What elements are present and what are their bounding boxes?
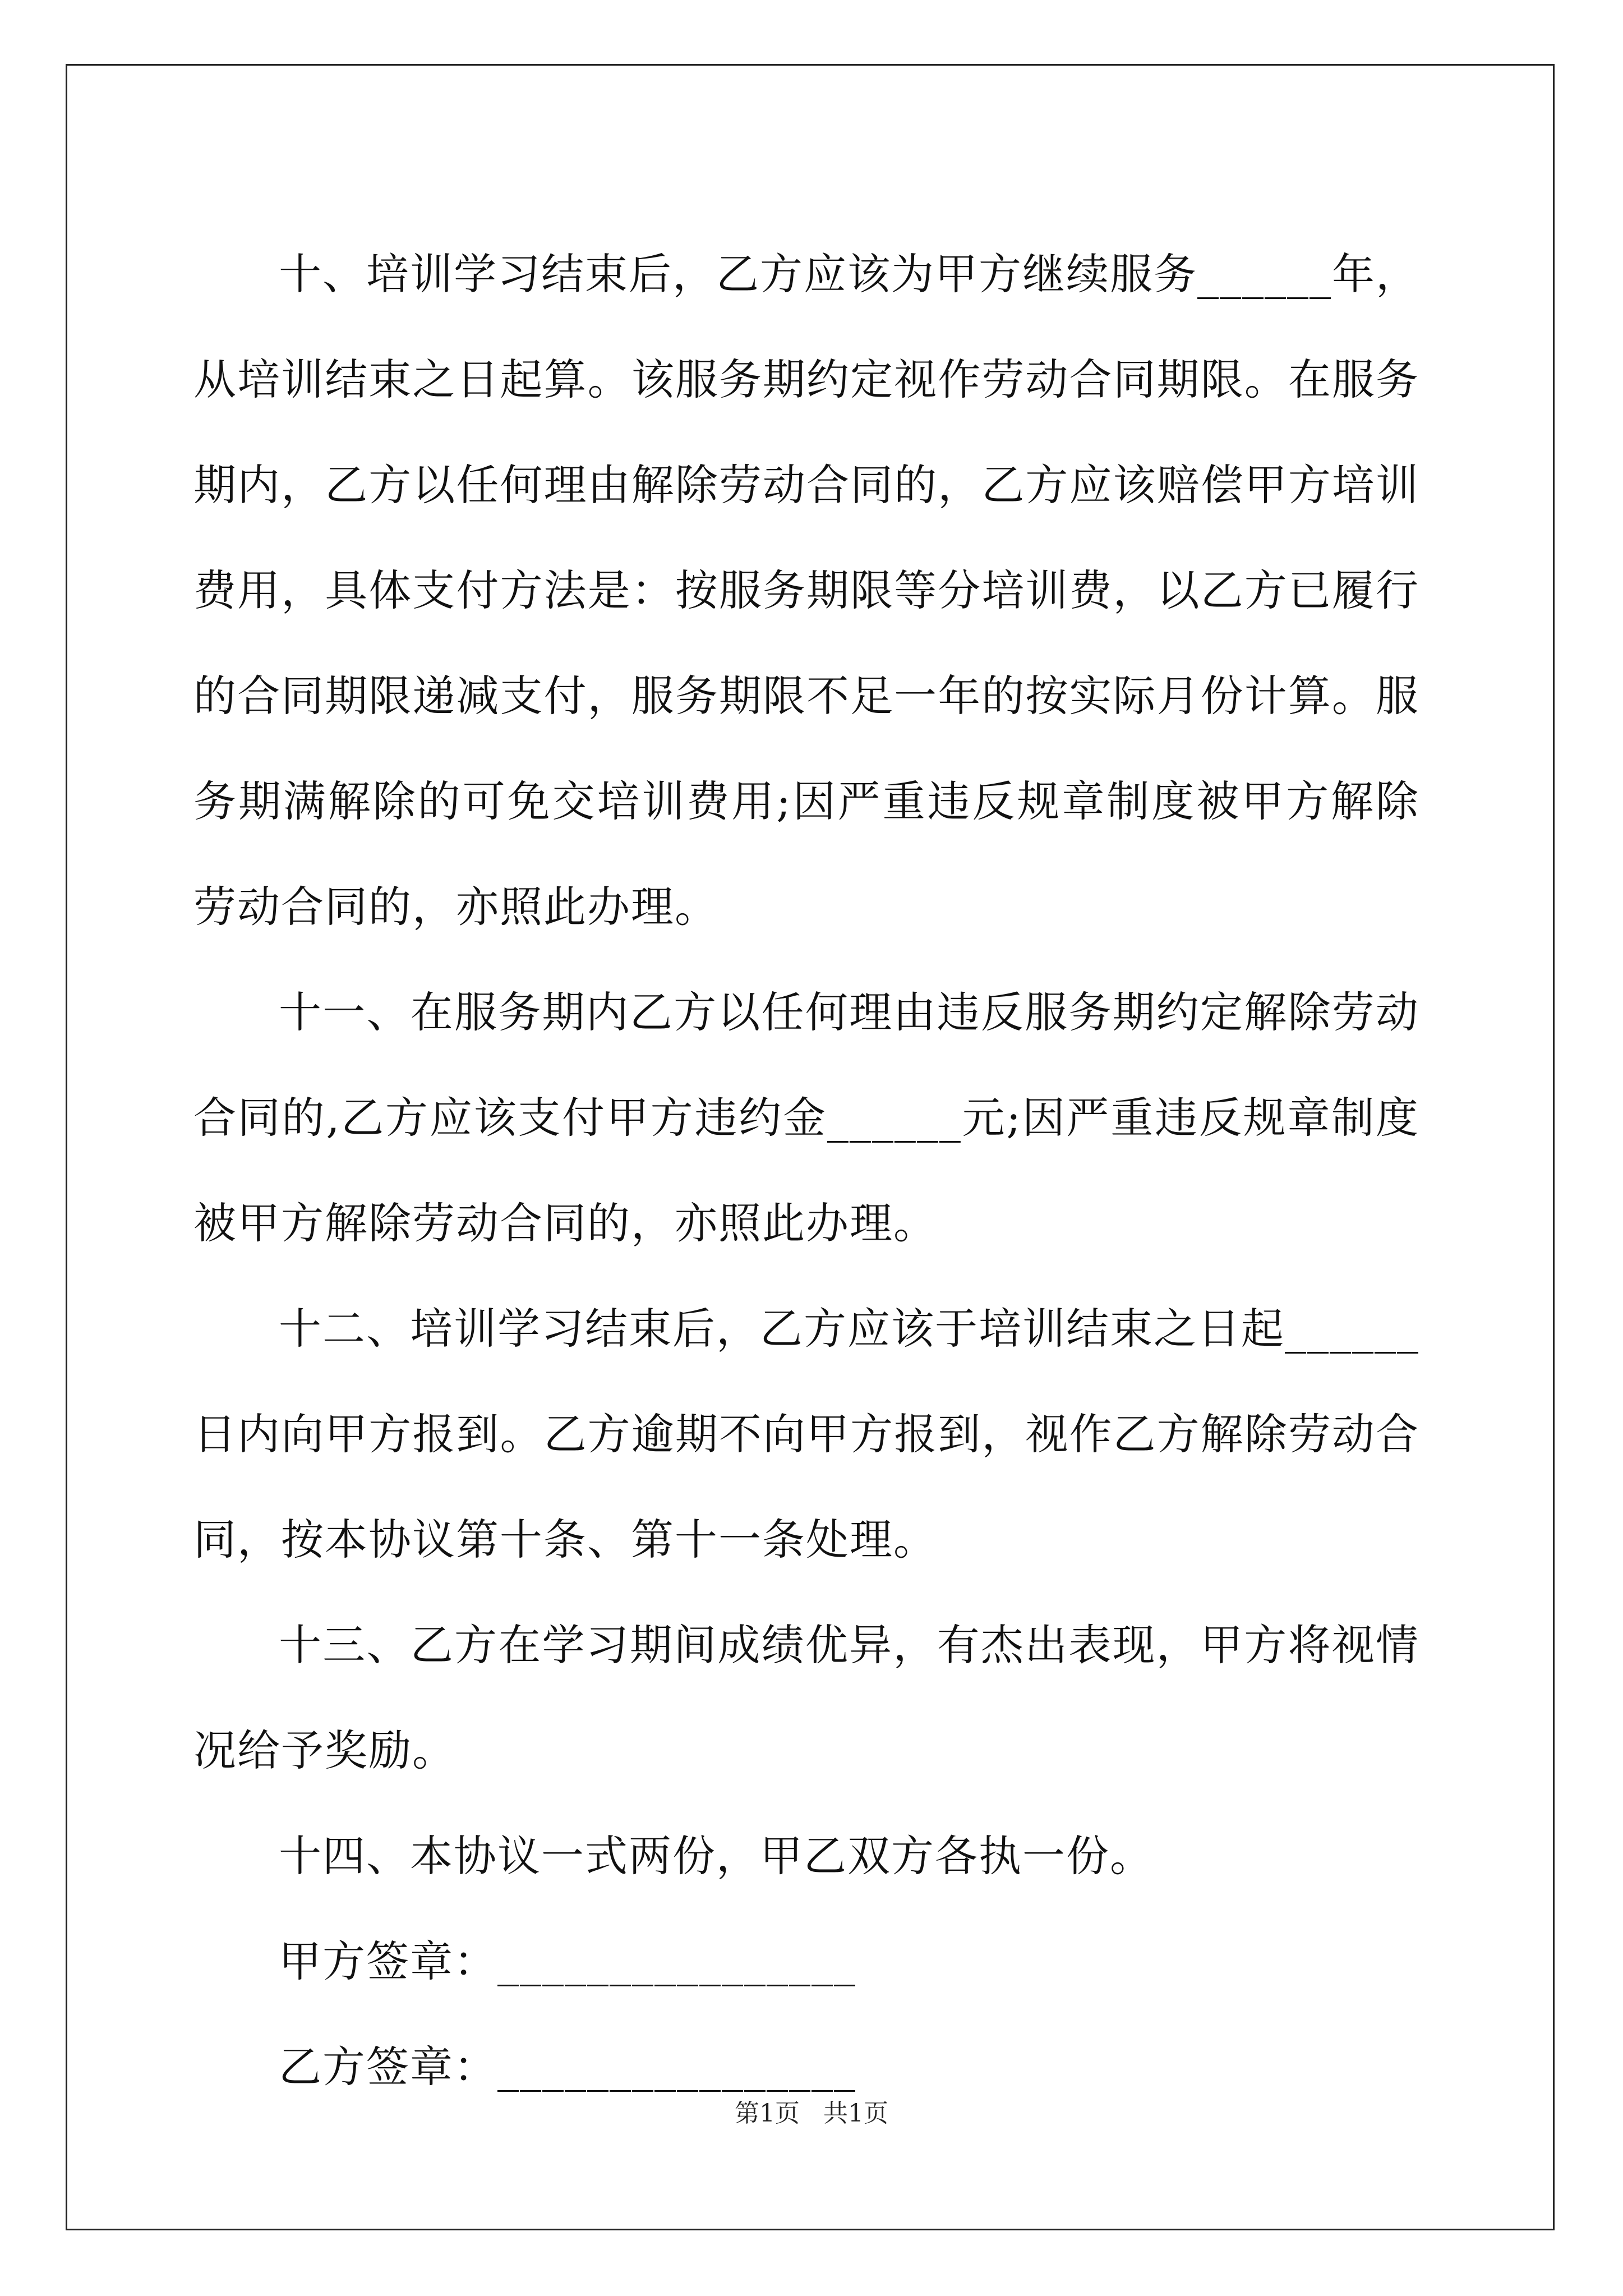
clause-11-paragraph: 十一、在服务期内乙方以任何理由违反服务期约定解除劳动合同的,乙方应该支付甲方违约金______元;因严重违反规章制度被甲方解除劳动合同的，亦照此办理。 bbox=[193, 987, 1419, 1248]
clause-14-paragraph: 十四、本协议一式两份，甲乙双方各执一份。 bbox=[279, 1831, 1154, 1881]
page-footer bbox=[0, 2097, 1623, 2131]
clause-12-paragraph: 十二、培训学习结束后，乙方应该于培训结束之日起______日内向甲方报到。乙方逾期不向甲方报到，视作乙方解除劳动合同，按本协议第十条、第十一条处理。 bbox=[193, 1304, 1419, 1565]
document-body bbox=[193, 222, 1419, 2120]
clause-13-paragraph: 十三、乙方在学习期间成绩优异，有杰出表现，甲方将视情况给予奖励。 bbox=[193, 1620, 1419, 1775]
party-a-signature-line: 甲方签章：________________ bbox=[279, 1936, 856, 1986]
page-number: 第1页 共1页 bbox=[735, 2099, 888, 2128]
party-b-signature-line: 乙方签章：________________ bbox=[279, 2042, 856, 2092]
clause-10-paragraph: 十、培训学习结束后，乙方应该为甲方继续服务______年，从培训结束之日起算。该服务期约定视作劳动合同期限。在服务期内，乙方以任何理由解除劳动合同的，乙方应该赔偿甲方培训费用，具体支付方法是：按服务期限等分培训费，以乙方已履行的合同期限递减支付，服务期限不足一年的按实际月份计算。服务期满解除的可免交培训费用;因严重违反规章制度被甲方解除劳动合同的，亦照此办理。 bbox=[193, 249, 1419, 932]
